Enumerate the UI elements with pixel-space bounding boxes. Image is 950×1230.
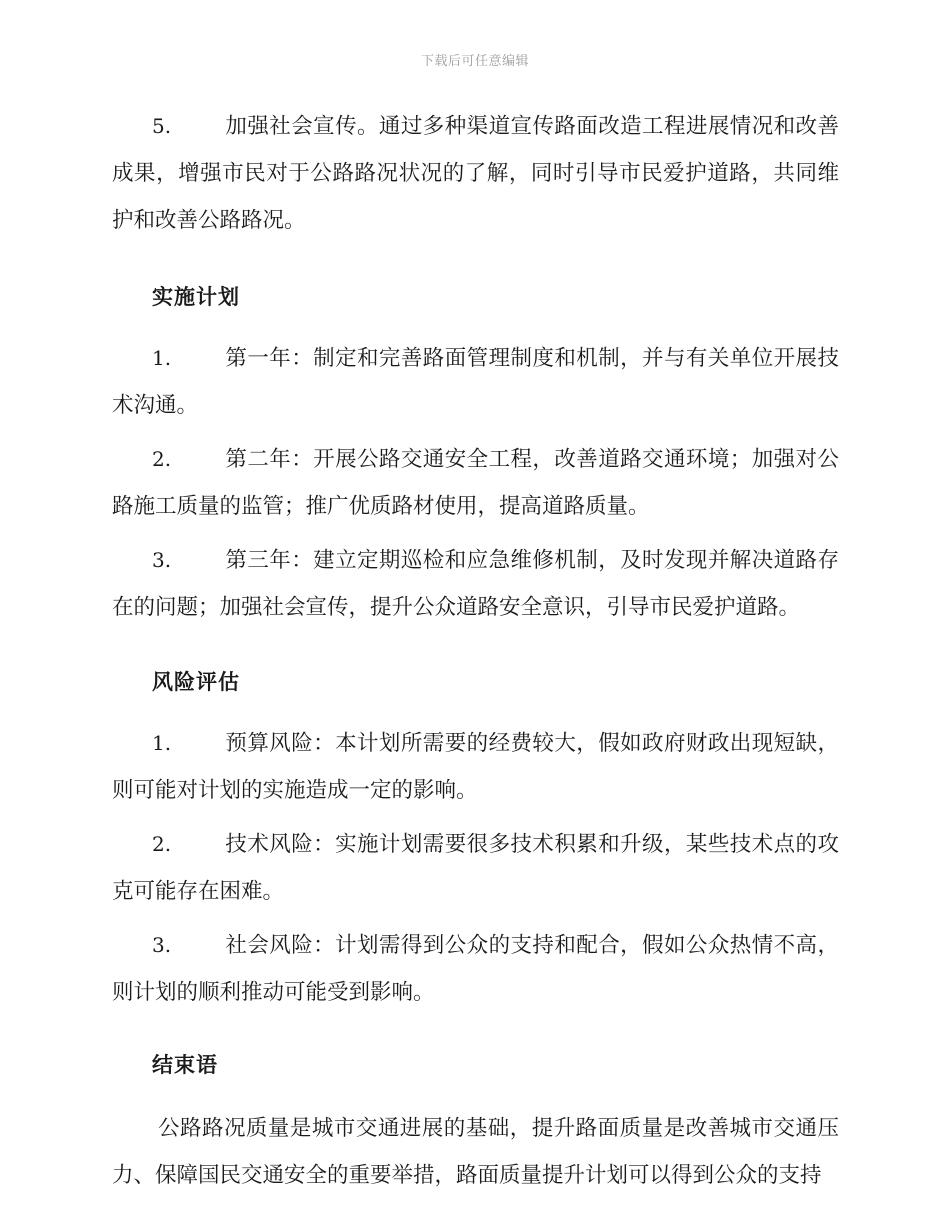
list-item-text: 预算风险：本计划所需要的经费较大，假如政府财政出现短缺，则可能对计划的实施造成一定的影响。 xyxy=(112,731,839,803)
list-item-text: 社会风险：计划需得到公众的支持和配合，假如公众热情不高，则计划的顺利推动可能受到影响。 xyxy=(112,933,839,1005)
list-item-text: 第三年：建立定期巡检和应急维修机制，及时发现并解决道路存在的问题；加强社会宣传，提升公众道路安全意识，引导市民爱护道路。 xyxy=(112,548,839,620)
list-item-marker: 3. xyxy=(152,933,172,957)
section-heading-implementation-plan: 实施计划 xyxy=(152,285,240,309)
list-item-marker: 2. xyxy=(152,832,172,856)
list-item-marker: 5. xyxy=(152,114,172,138)
list-item xyxy=(112,537,839,631)
section-heading-conclusion: 结束语 xyxy=(152,1053,218,1077)
list-item xyxy=(112,436,839,530)
list-item xyxy=(112,821,839,915)
spacer xyxy=(112,638,839,643)
conclusion-paragraph: 公路路况质量是城市交通进展的基础，提升路面质量是改善城市交通压力、保障国民交通安全的重要举措，路面质量提升计划可以得到公众的支持 xyxy=(112,1116,839,1188)
list-item-marker: 2. xyxy=(152,447,172,471)
list-item-marker: 1. xyxy=(152,731,172,755)
list-item xyxy=(112,335,839,429)
list-item xyxy=(112,720,839,814)
spacer xyxy=(112,251,839,256)
list-item-text: 加强社会宣传。通过多种渠道宣传路面改造工程进展情况和改善成果，增强市民对于公路路况状况的了解，同时引导市民爱护道路，共同维护和改善公路路况。 xyxy=(112,114,839,233)
page-header-watermark: 下载后可任意编辑 xyxy=(420,54,529,69)
list-item-marker: 3. xyxy=(152,548,172,572)
list-item xyxy=(112,103,839,244)
list-item-marker: 1. xyxy=(152,346,172,370)
section-heading-risk-assessment: 风险评估 xyxy=(152,670,240,694)
list-item-text: 第一年：制定和完善路面管理制度和机制，并与有关单位开展技术沟通。 xyxy=(112,346,839,418)
list-item-text: 第二年：开展公路交通安全工程，改善道路交通环境；加强对公路施工质量的监管；推广优质路材使用，提高道路质量。 xyxy=(112,447,839,519)
list-item xyxy=(112,922,839,1016)
document-body xyxy=(112,103,839,1206)
list-item-text: 技术风险：实施计划需要很多技术积累和升级，某些技术点的攻克可能存在困难。 xyxy=(112,832,839,904)
